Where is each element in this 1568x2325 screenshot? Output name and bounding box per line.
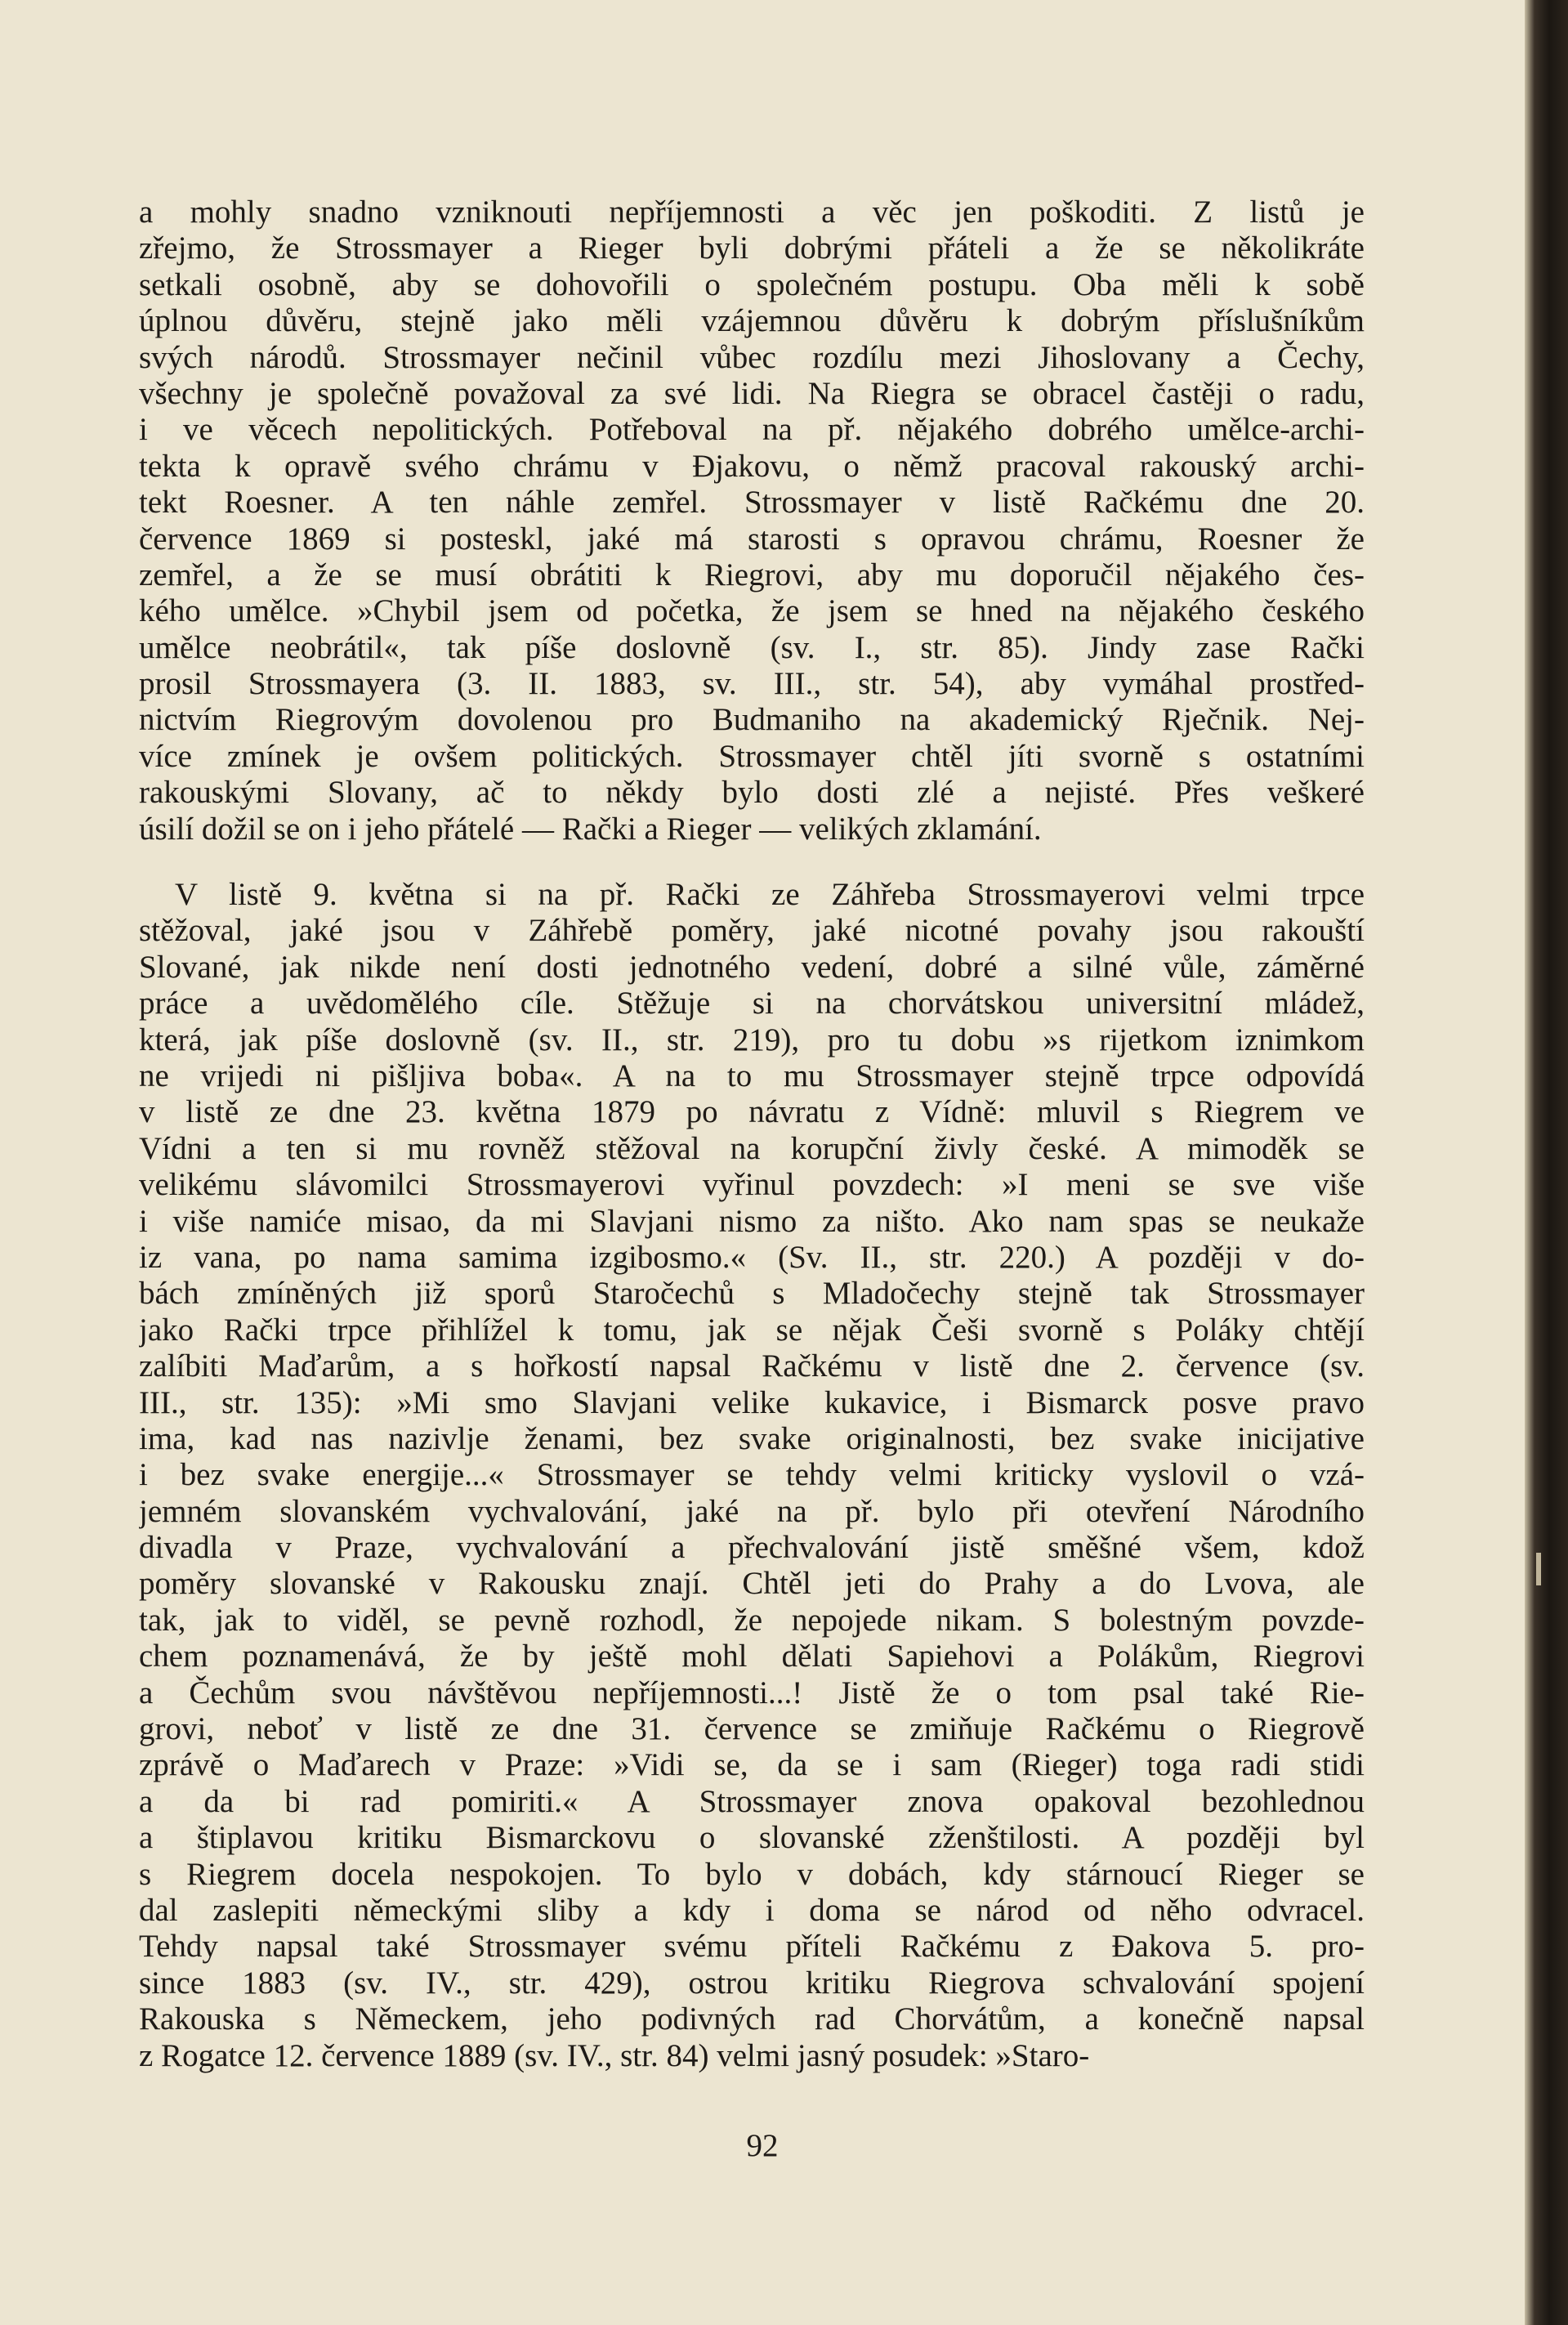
text-line: svých národů. Strossmayer nečinil vůbec rozdílu mezi Jihoslovany a Čechy, — [139, 339, 1365, 375]
text-line: všechny je společně považoval za své lidi. Na Riegra se obracel častěji o radu, — [139, 375, 1365, 411]
text-line: bách zmíněných již sporů Staročechů s Mladočechy stejně tak Strossmayer — [139, 1276, 1365, 1312]
text-line: zřejmo, že Strossmayer a Rieger byli dobrými přáteli a že se několikráte — [139, 230, 1365, 266]
text-line: divadla v Praze, vychvalování a přechvalování jistě směšné všem, kdož — [139, 1530, 1365, 1566]
text-line: i bez svake energije...« Strossmayer se tehdy velmi kriticky vyslovil o vzá- — [139, 1457, 1365, 1493]
text-line: Slované, jak nikde není dosti jednotného vedení, dobré a silné vůle, záměrné — [139, 949, 1365, 985]
text-line: i više namiće misao, da mi Slavjani nismo za ništo. Ako nam spas se neukaže — [139, 1203, 1365, 1239]
text-line: s Riegrem docela nespokojen. To bylo v dobách, kdy stárnoucí Rieger se — [139, 1856, 1365, 1892]
text-line: grovi, neboť v listě ze dne 31. července se zmiňuje Račkému o Riegrově — [139, 1711, 1365, 1747]
text-line: tekt Roesner. A ten náhle zemřel. Strossmayer v listě Račkému dne 20. — [139, 485, 1365, 521]
text-line: III., str. 135): »Mi smo Slavjani velike kukavice, i Bismarck posve pravo — [139, 1384, 1365, 1420]
text-line: a Čechům svou návštěvou nepříjemnosti...! Jistě že o tom psal také Rie- — [139, 1674, 1365, 1710]
text-line: Tehdy napsal také Strossmayer svému příteli Račkému z Đakova 5. pro- — [139, 1929, 1365, 1965]
book-spine — [1525, 0, 1568, 2325]
text-line: a da bi rad pomiriti.« A Strossmayer znova opakoval bezohlednou — [139, 1783, 1365, 1819]
text-line: ne vrijedi ni pišljiva boba«. A na to mu Strossmayer stejně trpce odpovídá — [139, 1057, 1365, 1093]
text-line: v listě ze dne 23. května 1879 po návratu z Vídně: mluvil s Riegrem ve — [139, 1094, 1365, 1130]
text-line: která, jak píše doslovně (sv. II., str. 219), pro tu dobu »s rijetkom iznimkom — [139, 1022, 1365, 1057]
text-line: i ve věcech nepolitických. Potřeboval na př. nějakého dobrého umělce-archi- — [139, 412, 1365, 448]
text-line: zprávě o Maďarech v Praze: »Vidi se, da se i sam (Rieger) toga radi stidi — [139, 1747, 1365, 1783]
text-line: setkali osobně, aby se dohovořili o společném postupu. Oba měli k sobě — [139, 266, 1365, 302]
text-line: jako Rački trpce přihlížel k tomu, jak se nějak Češi svorně s Poláky chtějí — [139, 1312, 1365, 1348]
text-line: iz vana, po nama samima izgibosmo.« (Sv. II., str. 220.) A později v do- — [139, 1239, 1365, 1275]
text-line: since 1883 (sv. IV., str. 429), ostrou kritiku Riegrova schvalování spojení — [139, 1965, 1365, 2001]
text-line: V listě 9. května si na př. Rački ze Záhřeba Strossmayerovi velmi trpce — [175, 877, 1365, 913]
text-line: úsilí dožil se on i jeho přátelé — Rački a Rieger — velikých zklamání. — [139, 811, 1042, 847]
paragraph — [139, 194, 1365, 847]
text-line: tekta k opravě svého chrámu v Đjakovu, o němž pracoval rakouský archi- — [139, 448, 1365, 484]
text-line: úplnou důvěru, stejně jako měli vzájemnou důvěru k dobrým příslušníkům — [139, 303, 1365, 339]
text-line: Vídni a ten si mu rovněž stěžoval na korupční živly české. A mimoděk se — [139, 1130, 1365, 1166]
text-line: nictvím Riegrovým dovolenou pro Budmaniho na akademický Rječnik. Nej- — [139, 702, 1365, 738]
text-line: zalíbiti Maďarům, a s hořkostí napsal Račkému v listě dne 2. července (sv. — [139, 1348, 1365, 1384]
body-text — [139, 194, 1365, 2074]
text-line: umělce neobrátil«, tak píše doslovně (sv. I., str. 85). Jindy zase Rački — [139, 629, 1365, 665]
text-line: velikému slávomilci Strossmayerovi vyřinul povzdech: »I meni se sve više — [139, 1167, 1365, 1203]
spine-mark — [1536, 1553, 1541, 1585]
text-line: více zmínek je ovšem politických. Strossmayer chtěl jíti svorně s ostatními — [139, 738, 1365, 774]
text-line: rakouskými Slovany, ač to někdy bylo dosti zlé a nejisté. Přes veškeré — [139, 775, 1365, 811]
text-line: tak, jak to viděl, se pevně rozhodl, že nepojede nikam. S bolestným povzde- — [139, 1602, 1365, 1638]
text-line: zemřel, a že se musí obrátiti k Riegrovi, aby mu doporučil nějakého čes- — [139, 557, 1365, 592]
text-line: kého umělce. »Chybil jsem od početka, že jsem se hned na nějakého českého — [139, 593, 1365, 629]
text-line: Rakouska s Německem, jeho podivných rad Chorvátům, a konečně napsal — [139, 2001, 1365, 2037]
text-line: chem poznamenává, že by ještě mohl dělati Sapiehovi a Polákům, Riegrovi — [139, 1639, 1365, 1674]
text-line: dal zaslepiti německými sliby a kdy i doma se národ od něho odvracel. — [139, 1892, 1365, 1928]
text-line: a štiplavou kritiku Bismarckovu o slovanské zženštilosti. A později byl — [139, 1820, 1365, 1856]
text-line: prosil Strossmayera (3. II. 1883, sv. III., str. 54), aby vymáhal prostřed- — [139, 666, 1365, 702]
page-number: 92 — [746, 2128, 779, 2163]
text-line: poměry slovanské v Rakousku znají. Chtěl jeti do Prahy a do Lvova, ale — [139, 1566, 1365, 1602]
text-line: z Rogatce 12. července 1889 (sv. IV., str. 84) velmi jasný posudek: »Staro- — [139, 2037, 1090, 2073]
text-line: července 1869 si posteskl, jaké má starosti s opravou chrámu, Roesner že — [139, 521, 1365, 557]
text-line: jemném slovanském vychvalování, jaké na př. bylo při otevření Národního — [139, 1493, 1365, 1529]
text-line: ima, kad nas nazivlje ženami, bez svake originalnosti, bez svake inicijative — [139, 1420, 1365, 1456]
paragraph-gap — [139, 847, 1365, 877]
paragraph — [139, 877, 1365, 2074]
text-line: stěžoval, jaké jsou v Záhřebě poměry, jaké nicotné povahy jsou rakouští — [139, 913, 1365, 949]
text-line: práce a uvědomělého cíle. Stěžuje si na chorvátskou universitní mládež, — [139, 986, 1365, 1022]
text-line: a mohly snadno vzniknouti nepříjemnosti a věc jen poškoditi. Z listů je — [139, 194, 1365, 230]
